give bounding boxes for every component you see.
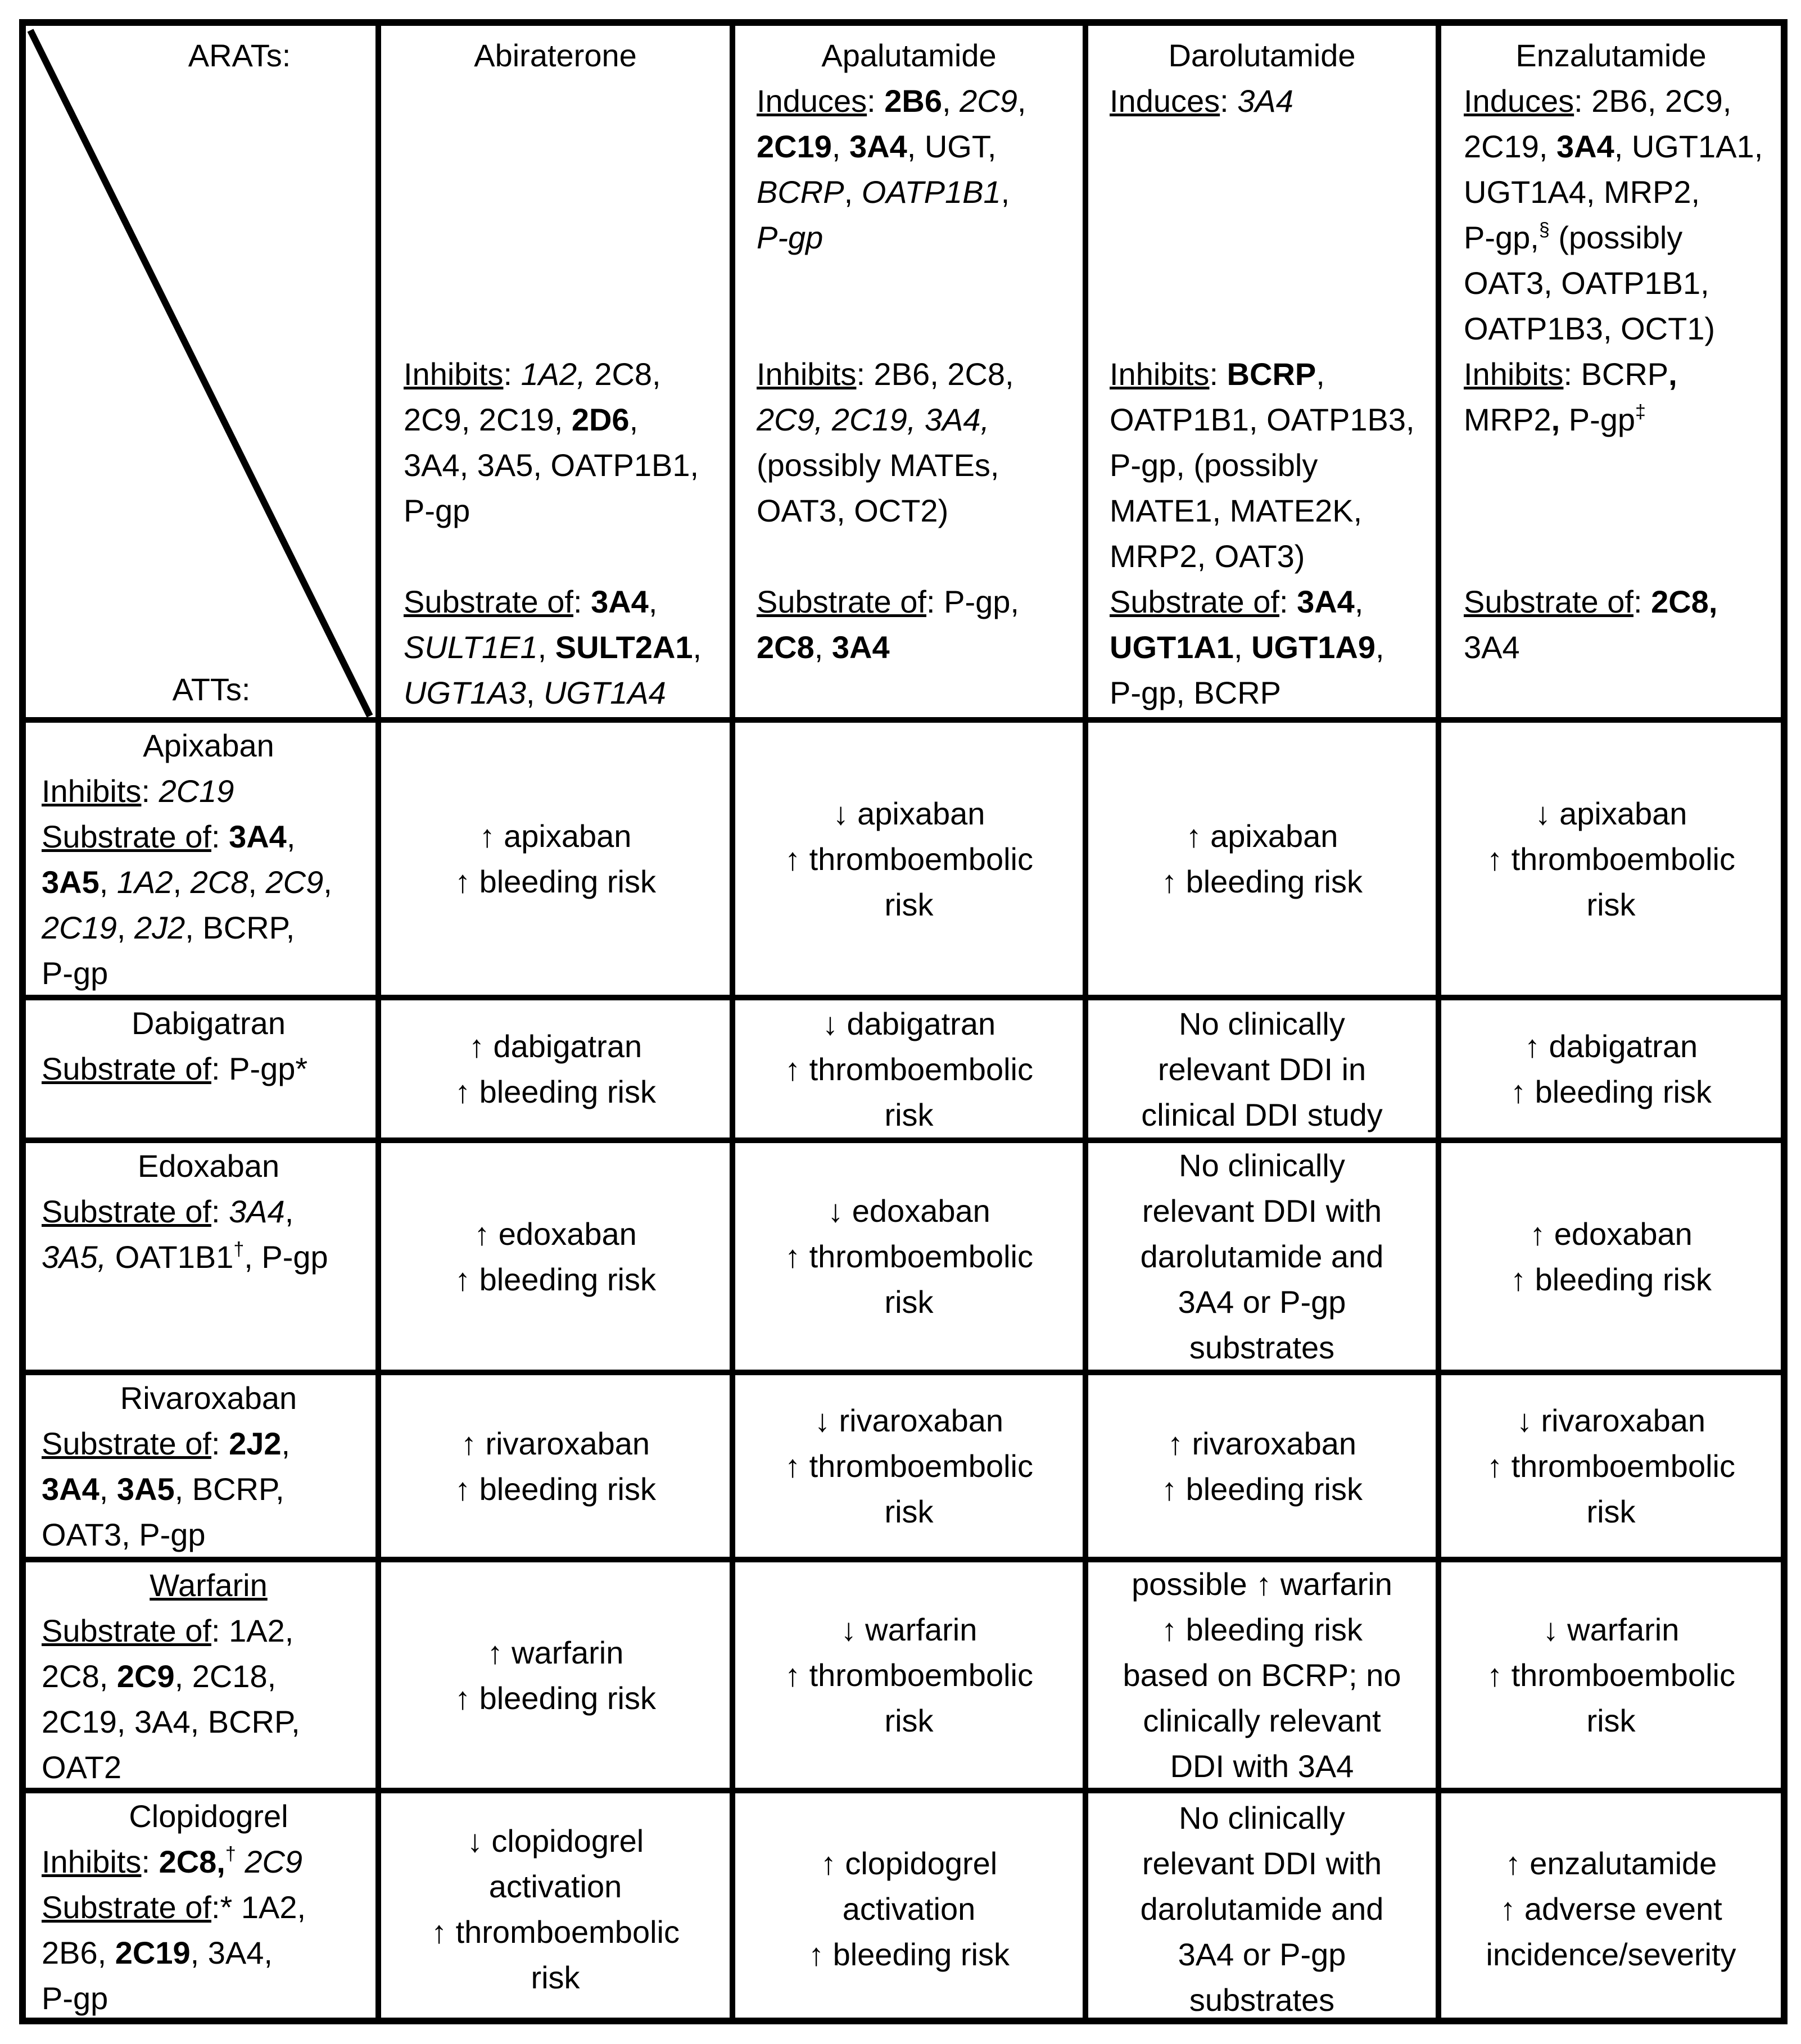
text-line: OAT3, P-gp (42, 1517, 206, 1552)
effect-line: ↑ clopidogrel (820, 1846, 998, 1881)
text-line: Induces: 2B6, 2C9, (1464, 83, 1732, 119)
column-details (1464, 78, 1781, 715)
effect-line: risk (1586, 1494, 1636, 1529)
effect-line: ↑ dabigatran (1524, 1028, 1698, 1064)
effect-line: ↓ rivaroxaban (1516, 1403, 1706, 1438)
text-line: 2C9, 2C19, 2D6, (404, 402, 639, 437)
effect-line: ↑ thromboembolic (431, 1914, 680, 1950)
text-line (1110, 215, 1436, 260)
effect-line: risk (1586, 1703, 1636, 1738)
text-line: Inhibits: 2C8,† 2C9 (42, 1843, 303, 1879)
effect-line: ↑ thromboembolic (785, 1448, 1033, 1484)
text-line: OATP1B1, OATP1B3, (1110, 402, 1415, 437)
text-line: BCRP, OATP1B1, (757, 174, 1010, 210)
effect-line: based on BCRP; no (1123, 1657, 1401, 1693)
text-line: Substrate of: 3A4, (42, 819, 296, 854)
text-line: Substrate of:* 1A2, (42, 1889, 306, 1925)
text-line: 2C19, 2J2, BCRP, (42, 910, 295, 945)
interaction-cell-dabigatran-abiraterone (381, 1000, 730, 1137)
text-line: OAT2 (42, 1750, 122, 1785)
header-col-darolutamide (1088, 26, 1436, 717)
text-line: Induces: 2B6, 2C9, (757, 83, 1026, 119)
text-line: 3A4, 3A5, OATP1B1, (404, 447, 699, 483)
effect-line: ↓ apixaban (1535, 795, 1687, 831)
effect-line: relevant DDI with (1142, 1193, 1382, 1229)
text-line (404, 124, 730, 169)
text-line: Inhibits: 2B6, 2C8, (757, 356, 1014, 392)
text-line: MRP2, P-gp‡ (1464, 401, 1646, 437)
interaction-cell-warfarin-abiraterone (381, 1562, 730, 1788)
text-line: 3A4, 3A5, BCRP, (42, 1471, 284, 1507)
text-line (1464, 533, 1781, 579)
effect-line: No clinically (1179, 1800, 1345, 1835)
text-line: Edoxaban (137, 1148, 280, 1184)
effect-line: ↑ apixaban (479, 818, 632, 854)
effect-line: darolutamide and (1140, 1891, 1384, 1927)
text-line: Substrate of: P-gp* (42, 1051, 308, 1086)
text-line: 2C8, 3A4 (757, 629, 890, 665)
effect-line: ↓ clopidogrel (467, 1823, 644, 1859)
column-divider (1083, 26, 1088, 2018)
column-divider (1436, 26, 1441, 2018)
text-line (404, 78, 730, 124)
effect-line: No clinically (1179, 1005, 1345, 1041)
effect-line: ↑ edoxaban (1530, 1216, 1693, 1252)
effect-line: ↑ apixaban (1185, 818, 1338, 854)
effect-line: ↑ thromboembolic (785, 1239, 1033, 1274)
text-line: MRP2, OAT3) (1110, 538, 1305, 574)
text-line (404, 533, 730, 579)
interaction-cell-rivaroxaban-apalutamide (735, 1375, 1083, 1557)
text-line: UGT1A3, UGT1A4 (404, 675, 666, 710)
effect-line: ↑ rivaroxaban (460, 1425, 650, 1461)
effect-line: DDI with 3A4 (1170, 1748, 1354, 1784)
row-divider (26, 1557, 1781, 1562)
text-line (1464, 488, 1781, 533)
text-line: Inhibits: BCRP, (1110, 356, 1325, 392)
effect-line: No clinically (1179, 1148, 1345, 1183)
header-col-abiraterone (381, 26, 730, 717)
text-line (1464, 670, 1781, 715)
effect-line: risk (884, 1096, 934, 1132)
att-cell-rivaroxaban (26, 1375, 375, 1557)
diagonal-divider (26, 26, 375, 717)
text-line (404, 215, 730, 260)
text-line (404, 169, 730, 215)
text-line: 3A5, 1A2, 2C8, 2C9, (42, 864, 332, 900)
att-cell-warfarin (26, 1562, 375, 1788)
text-line: P-gp (757, 220, 823, 255)
effect-line: ↓ rivaroxaban (814, 1403, 1004, 1438)
column-divider (730, 26, 735, 2018)
text-line: Substrate of: 1A2, (42, 1613, 294, 1648)
effect-line: ↑ bleeding risk (455, 1261, 656, 1297)
text-line (404, 260, 730, 306)
text-line: Substrate of: 3A4, (1110, 584, 1364, 619)
text-line: Inhibits: 2C19 (42, 773, 234, 809)
effect-line: ↓ dabigatran (822, 1005, 996, 1041)
text-line: P-gp (404, 493, 470, 528)
row-divider (26, 1137, 1781, 1143)
effect-line: ↑ thromboembolic (1487, 841, 1735, 877)
text-line (1110, 169, 1436, 215)
header-col-enzalutamide (1441, 26, 1781, 717)
effect-line: ↑ thromboembolic (785, 1657, 1033, 1693)
effect-line: risk (884, 1494, 934, 1529)
column-title: Enzalutamide (1515, 38, 1707, 73)
effect-line: ↑ dabigatran (468, 1028, 642, 1064)
text-line: P-gp (42, 955, 108, 991)
text-line: MATE1, MATE2K, (1110, 493, 1363, 528)
column-title: Darolutamide (1168, 38, 1356, 73)
atts-label: ATTs: (172, 672, 251, 707)
effect-line: ↓ warfarin (1542, 1612, 1680, 1647)
text-line: Clopidogrel (129, 1798, 288, 1834)
interaction-cell-clopidogrel-darolutamide (1088, 1793, 1436, 2024)
text-line: Inhibits: BCRP, (1464, 356, 1677, 392)
text-line: OAT3, OATP1B1, (1464, 265, 1709, 301)
header-corner-cell (26, 26, 375, 717)
att-cell-dabigatran (26, 1000, 375, 1137)
text-line: Substrate of: 3A4, (404, 584, 658, 619)
arats-label: ARATs: (188, 38, 291, 73)
interaction-cell-dabigatran-enzalutamide (1441, 1000, 1781, 1137)
text-line (1464, 442, 1781, 488)
column-divider (375, 26, 381, 2018)
text-line: P-gp (42, 1980, 108, 2016)
text-line: P-gp, BCRP (1110, 675, 1281, 710)
effect-line: ↑ bleeding risk (455, 1680, 656, 1716)
text-line: Warfarin (150, 1567, 268, 1603)
text-line: Induces: 3A4 (1110, 83, 1293, 119)
text-line: UGT1A4, MRP2, (1464, 174, 1700, 210)
effect-line: ↑ enzalutamide (1505, 1846, 1717, 1881)
effect-line: ↑ bleeding risk (1510, 1074, 1712, 1109)
text-line: 2B6, 2C19, 3A4, (42, 1935, 273, 1970)
text-line: 3A5, OAT1B1†, P-gp (42, 1239, 328, 1275)
text-line: 2C19, 3A4, UGT, (757, 129, 997, 164)
column-title: Apalutamide (821, 38, 997, 73)
text-line (1110, 260, 1436, 306)
text-line: 2C8, 2C9, 2C18, (42, 1658, 277, 1694)
effect-line: possible ↑ warfarin (1132, 1566, 1392, 1602)
interaction-cell-edoxaban-apalutamide (735, 1143, 1083, 1370)
text-line: Substrate of: 2C8, (1464, 584, 1718, 619)
text-line: Apixaban (143, 728, 274, 763)
effect-line: ↓ warfarin (840, 1612, 978, 1647)
interaction-cell-apixaban-apalutamide (735, 723, 1083, 995)
text-line: Dabigatran (132, 1005, 286, 1041)
effect-line: ↑ thromboembolic (785, 841, 1033, 877)
interaction-cell-clopidogrel-enzalutamide (1441, 1793, 1781, 2024)
interaction-cell-warfarin-apalutamide (735, 1562, 1083, 1788)
effect-line: ↑ thromboembolic (1487, 1448, 1735, 1484)
row-divider (26, 1788, 1781, 1793)
effect-line: ↑ adverse event (1500, 1891, 1722, 1927)
effect-line: relevant DDI with (1142, 1846, 1382, 1881)
interaction-cell-dabigatran-apalutamide (735, 1000, 1083, 1137)
effect-line: ↓ edoxaban (827, 1193, 990, 1229)
effect-line: incidence/severity (1486, 1937, 1736, 1972)
interaction-cell-rivaroxaban-enzalutamide (1441, 1375, 1781, 1557)
effect-line: ↑ thromboembolic (785, 1051, 1033, 1087)
effect-line: risk (884, 1284, 934, 1320)
interaction-cell-clopidogrel-apalutamide (735, 1793, 1083, 2024)
text-line (1110, 306, 1436, 351)
effect-line: darolutamide and (1140, 1239, 1384, 1274)
text-line: UGT1A1, UGT1A9, (1110, 629, 1384, 665)
interaction-cell-apixaban-darolutamide (1088, 723, 1436, 995)
column-details (1110, 78, 1436, 715)
text-line: OATP1B3, OCT1) (1464, 311, 1716, 346)
text-line: 2C19, 3A4, BCRP, (42, 1704, 300, 1739)
effect-line: risk (531, 1959, 580, 1995)
effect-line: ↓ apixaban (832, 795, 985, 831)
text-line: 2C19, 3A4, UGT1A1, (1464, 129, 1763, 164)
effect-line: risk (1586, 886, 1636, 922)
text-line: Rivaroxaban (120, 1380, 297, 1416)
text-line: 2C9, 2C19, 3A4, (757, 402, 990, 437)
text-line: 3A4 (1464, 629, 1520, 665)
effect-line: ↑ bleeding risk (1510, 1261, 1712, 1297)
interaction-cell-rivaroxaban-abiraterone (381, 1375, 730, 1557)
text-line (757, 670, 1083, 715)
text-line: Substrate of: 2J2, (42, 1426, 291, 1461)
interaction-cell-warfarin-enzalutamide (1441, 1562, 1781, 1788)
text-line: (possibly MATEs, (757, 447, 999, 483)
effect-line: activation (842, 1891, 976, 1927)
text-line: Substrate of: 3A4, (42, 1194, 294, 1229)
interaction-cell-edoxaban-abiraterone (381, 1143, 730, 1370)
effect-line: activation (488, 1868, 622, 1904)
effect-line: 3A4 or P-gp (1178, 1937, 1346, 1972)
effect-line: ↑ bleeding risk (1161, 1471, 1363, 1507)
interaction-cell-rivaroxaban-darolutamide (1088, 1375, 1436, 1557)
column-title: Abiraterone (474, 38, 637, 73)
interaction-cell-edoxaban-darolutamide (1088, 1143, 1436, 1370)
row-divider (26, 1370, 1781, 1375)
effect-line: ↑ edoxaban (474, 1216, 637, 1252)
effect-line: clinically relevant (1143, 1703, 1381, 1738)
header-col-apalutamide (735, 26, 1083, 717)
text-line: P-gp, (possibly (1110, 447, 1318, 483)
effect-line: ↑ bleeding risk (455, 1471, 656, 1507)
text-line (757, 260, 1083, 306)
effect-line: ↑ rivaroxaban (1167, 1425, 1357, 1461)
interaction-cell-apixaban-enzalutamide (1441, 723, 1781, 995)
effect-line: clinical DDI study (1141, 1096, 1383, 1132)
effect-line: ↑ bleeding risk (808, 1937, 1010, 1972)
column-details (404, 78, 730, 715)
text-line (757, 306, 1083, 351)
effect-line: ↑ thromboembolic (1487, 1657, 1735, 1693)
effect-line: ↑ bleeding risk (455, 864, 656, 899)
effect-line: substrates (1189, 1982, 1335, 2018)
effect-line: ↑ warfarin (487, 1634, 624, 1670)
column-details (757, 78, 1083, 715)
text-line: OAT3, OCT2) (757, 493, 949, 528)
effect-line: risk (884, 1703, 934, 1738)
text-line: Substrate of: P-gp, (757, 584, 1019, 619)
text-line: SULT1E1, SULT2A1, (404, 629, 702, 665)
text-line: Inhibits: 1A2, 2C8, (404, 356, 661, 392)
interaction-cell-warfarin-darolutamide (1088, 1562, 1436, 1788)
interaction-cell-dabigatran-darolutamide (1088, 1000, 1436, 1137)
text-line: P-gp,§ (possibly (1464, 219, 1683, 255)
text-line (757, 533, 1083, 579)
interaction-cell-apixaban-abiraterone (381, 723, 730, 995)
att-cell-edoxaban (26, 1143, 375, 1370)
interaction-cell-edoxaban-enzalutamide (1441, 1143, 1781, 1370)
effect-line: risk (884, 886, 934, 922)
effect-line: substrates (1189, 1330, 1335, 1365)
text-line (404, 306, 730, 351)
row-divider (26, 995, 1781, 1000)
att-cell-apixaban (26, 723, 375, 995)
effect-line: relevant DDI in (1157, 1051, 1366, 1087)
interaction-table (19, 19, 1788, 2024)
row-divider (26, 717, 1781, 723)
att-cell-clopidogrel (26, 1793, 375, 2024)
effect-line: 3A4 or P-gp (1178, 1284, 1346, 1320)
text-line (1110, 124, 1436, 169)
effect-line: ↑ bleeding risk (1161, 1612, 1363, 1647)
effect-line: ↑ bleeding risk (455, 1074, 656, 1109)
interaction-cell-clopidogrel-abiraterone (381, 1793, 730, 2024)
effect-line: ↑ bleeding risk (1161, 864, 1363, 899)
